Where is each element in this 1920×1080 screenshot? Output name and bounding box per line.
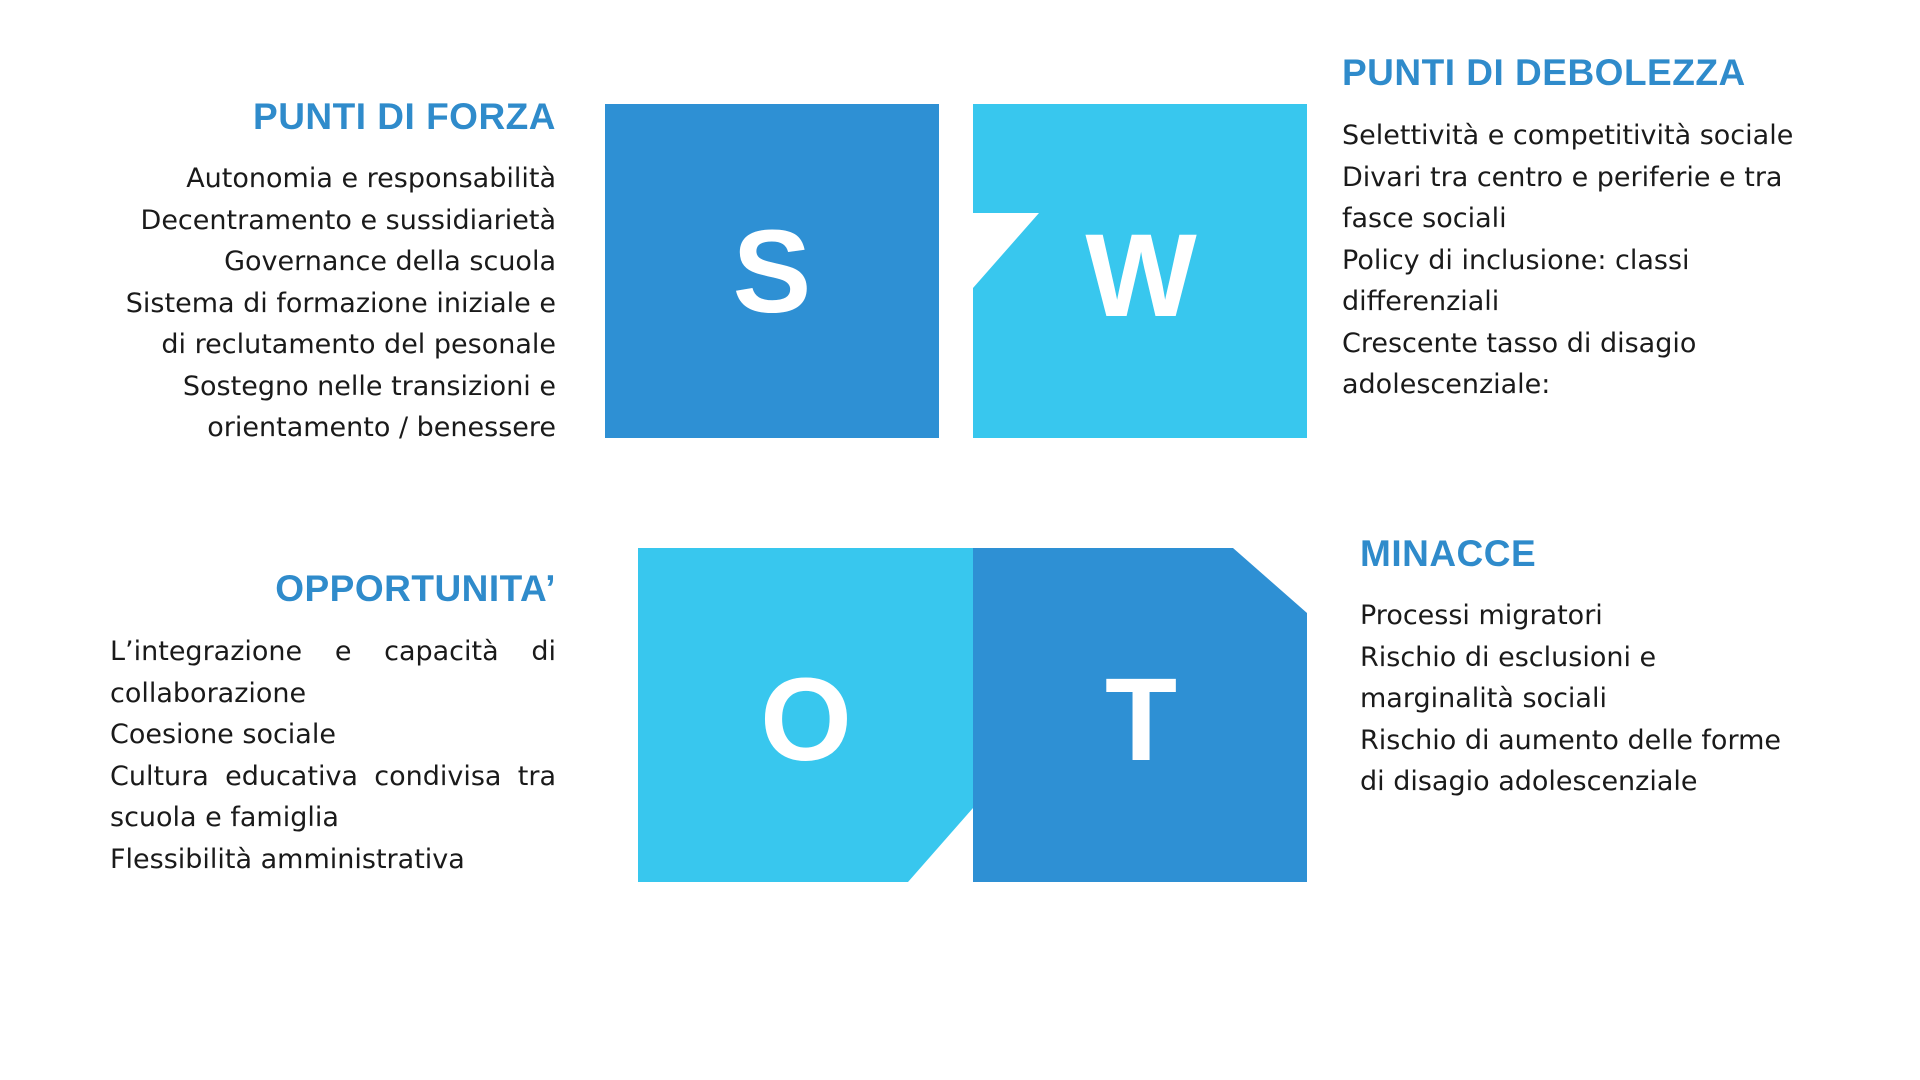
opportunities-list [110,631,556,880]
strengths-heading: PUNTI DI FORZA [253,96,556,137]
weaknesses-list [1342,115,1812,406]
list-item: L’integrazione e capacità di collaborazione [110,636,556,709]
threats-list [1360,595,1810,803]
weaknesses-heading: PUNTI DI DEBOLEZZA [1342,52,1746,93]
list-item: Governance della scuola [224,246,556,277]
list-item: Sostegno nelle transizioni e orientamento / benessere [182,370,556,443]
list-item: Decentramento e sussidiarietà [140,204,556,236]
list-item: Autonomia e responsabilità [186,163,556,194]
list-item: Flessibilità amministrativa [110,843,465,875]
strengths-letter: S [732,206,812,338]
list-item: Selettività e competitività sociale [1342,120,1794,151]
threats-letter: T [1104,654,1178,786]
weaknesses-letter: W [1085,210,1197,342]
list-item: Coesione sociale [110,719,336,750]
list-item: Policy di inclusione: classi differenziali [1342,244,1690,317]
list-item: Rischio di aumento delle forme di disagio adolescenziale [1360,724,1781,797]
list-item: Sistema di formazione iniziale e di reclutamento del pesonale [125,287,556,360]
list-item: Crescente tasso di disagio adolescenziale: [1342,327,1697,400]
list-item: Divari tra centro e periferie e tra fasce sociali [1342,161,1783,234]
opportunities-heading: OPPORTUNITA’ [275,568,556,609]
list-item: Rischio di esclusioni e marginalità sociali [1360,641,1657,714]
strengths-list [106,158,556,449]
list-item: Processi migratori [1360,600,1603,631]
opportunities-letter: O [760,654,852,786]
list-item: Cultura educativa condivisa tra scuola e famiglia [110,760,556,833]
threats-heading: MINACCE [1360,533,1537,574]
